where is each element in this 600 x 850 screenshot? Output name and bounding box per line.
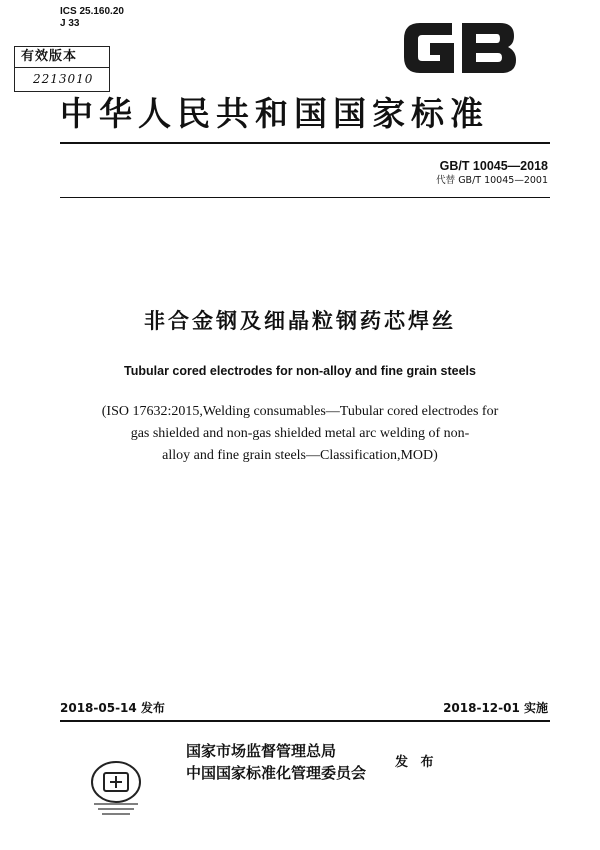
ics-code: ICS 25.160.20 <box>60 6 124 17</box>
bottom-divider <box>60 720 550 722</box>
issuer-org: 国家市场监督管理总局 <box>186 742 337 760</box>
gb-logo <box>400 15 520 81</box>
stamp-number: 2213010 <box>33 72 94 86</box>
iso-equivalence <box>80 401 520 467</box>
implementation-date: 2018-12-01 实施 <box>443 701 548 715</box>
issue-date: 2018-05-14 发布 <box>60 701 165 715</box>
document-title-chinese: 非合金钢及细晶粒钢药芯焊丝 <box>144 309 456 333</box>
equivalence-line: (ISO 17632:2015,Welding consumables—Tubular cored electrodes for <box>101 404 499 419</box>
document-title-english: Tubular cored electrodes for non-alloy and fine grain steels <box>124 364 476 378</box>
publisher-seal-icon <box>88 758 144 818</box>
top-divider <box>60 142 550 144</box>
ccs-code: J 33 <box>60 18 80 29</box>
standard-name: 中华人民共和国国家标准 <box>60 94 489 133</box>
equivalence-line: alloy and fine grain steels—Classification,MOD) <box>162 448 438 463</box>
standard-code-block <box>436 158 548 187</box>
equivalence-line: gas shielded and non-gas shielded metal arc welding of non- <box>130 426 470 441</box>
issuing-authorities <box>186 740 366 784</box>
publish-label: 发 布 <box>395 755 438 770</box>
middle-divider <box>60 197 550 198</box>
issuer-org: 中国国家标准化管理委员会 <box>186 764 367 782</box>
logo-letter-g <box>404 23 454 73</box>
stamp-label: 有效版本 <box>15 47 109 68</box>
logo-letter-b <box>462 23 516 73</box>
valid-version-stamp <box>14 46 110 92</box>
replaces-code: 代替 GB/T 10045—2001 <box>436 175 548 186</box>
standard-code: GB/T 10045—2018 <box>439 159 548 173</box>
classification-codes <box>60 6 124 30</box>
